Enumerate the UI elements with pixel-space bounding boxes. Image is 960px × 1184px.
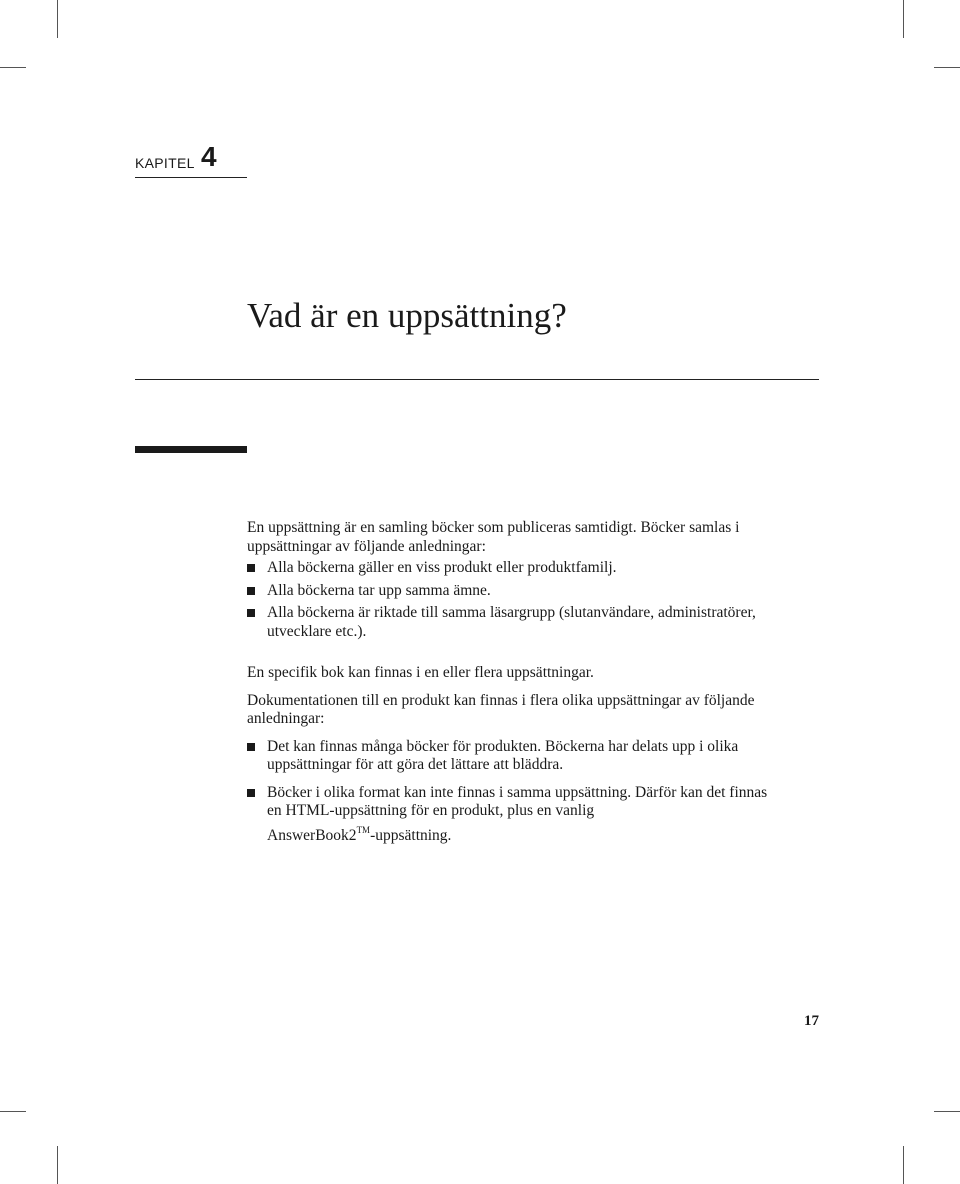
list-item xyxy=(247,738,819,775)
doc-intro-paragraph xyxy=(247,692,819,729)
page-title: Vad är en uppsättning? xyxy=(247,296,567,335)
list-item xyxy=(247,604,819,641)
list-item-line-2: utvecklare etc.). xyxy=(267,622,367,640)
list-item xyxy=(247,559,819,578)
crop-mark-bottom-right-horizontal xyxy=(934,1111,960,1112)
crop-mark-bottom-left-horizontal xyxy=(0,1111,26,1112)
list-item-line-2: uppsättningar för att göra det lättare att bläddra. xyxy=(267,756,564,773)
crop-mark-top-right-horizontal xyxy=(934,67,960,68)
crop-mark-top-left-vertical xyxy=(57,0,58,38)
list-item-line-1: Böcker i olika format kan inte finnas i samma uppsättning. Därför kan det finnas xyxy=(267,783,768,801)
list-item xyxy=(247,582,819,601)
trademark-mark: TM xyxy=(356,824,371,835)
doc-intro-line-1: Dokumentationen till en produkt kan finnas i flera olika uppsättningar av följande xyxy=(247,691,755,709)
crop-mark-top-right-vertical xyxy=(903,0,904,38)
intro-paragraph xyxy=(247,519,819,556)
page-number: 17 xyxy=(804,1013,819,1029)
crop-mark-bottom-left-vertical xyxy=(57,1146,58,1184)
list-item-text: Alla böckerna gäller en viss produkt eller produktfamilj. xyxy=(267,559,617,576)
bullet-icon xyxy=(247,789,255,797)
title-rule xyxy=(135,379,819,380)
doc-reasons-list xyxy=(247,738,819,846)
doc-intro-line-2: anledningar: xyxy=(247,710,325,727)
intro-line-2: uppsättningar av följande anledningar: xyxy=(247,537,486,555)
bullet-icon xyxy=(247,743,255,751)
specific-book-paragraph: En specifik bok kan finnas i en eller flera uppsättningar. xyxy=(247,664,594,681)
list-item-line-1: Det kan finnas många böcker för produkten. Böckerna har delats upp i olika xyxy=(267,737,739,755)
chapter-label: KAPITEL xyxy=(135,155,195,171)
intro-line-1: En uppsättning är en samling böcker som publiceras samtidigt. Böcker samlas i xyxy=(247,519,740,536)
list-item-line-3-suffix: -uppsättning. xyxy=(370,826,452,844)
doc-block xyxy=(247,664,819,845)
bullet-icon xyxy=(247,609,255,617)
list-item-line-2: en HTML-uppsättning för en produkt, plus en vanlig xyxy=(267,802,595,819)
list-item-line-3-prefix: AnswerBook2 xyxy=(267,826,357,844)
chapter-rule xyxy=(135,177,247,178)
list-item-text: Alla böckerna tar upp samma ämne. xyxy=(267,581,491,599)
section-marker-bar xyxy=(135,446,247,453)
bullet-icon xyxy=(247,564,255,572)
crop-mark-top-left-horizontal xyxy=(0,67,26,68)
list-item xyxy=(247,784,819,846)
chapter-number: 4 xyxy=(201,141,217,172)
list-item-line-1: Alla böckerna är riktade till samma läsargrupp (slutanvändare, administratörer, xyxy=(267,604,756,621)
reasons-list xyxy=(247,559,819,641)
bullet-icon xyxy=(247,587,255,595)
crop-mark-bottom-right-vertical xyxy=(903,1146,904,1184)
intro-block xyxy=(247,519,819,641)
